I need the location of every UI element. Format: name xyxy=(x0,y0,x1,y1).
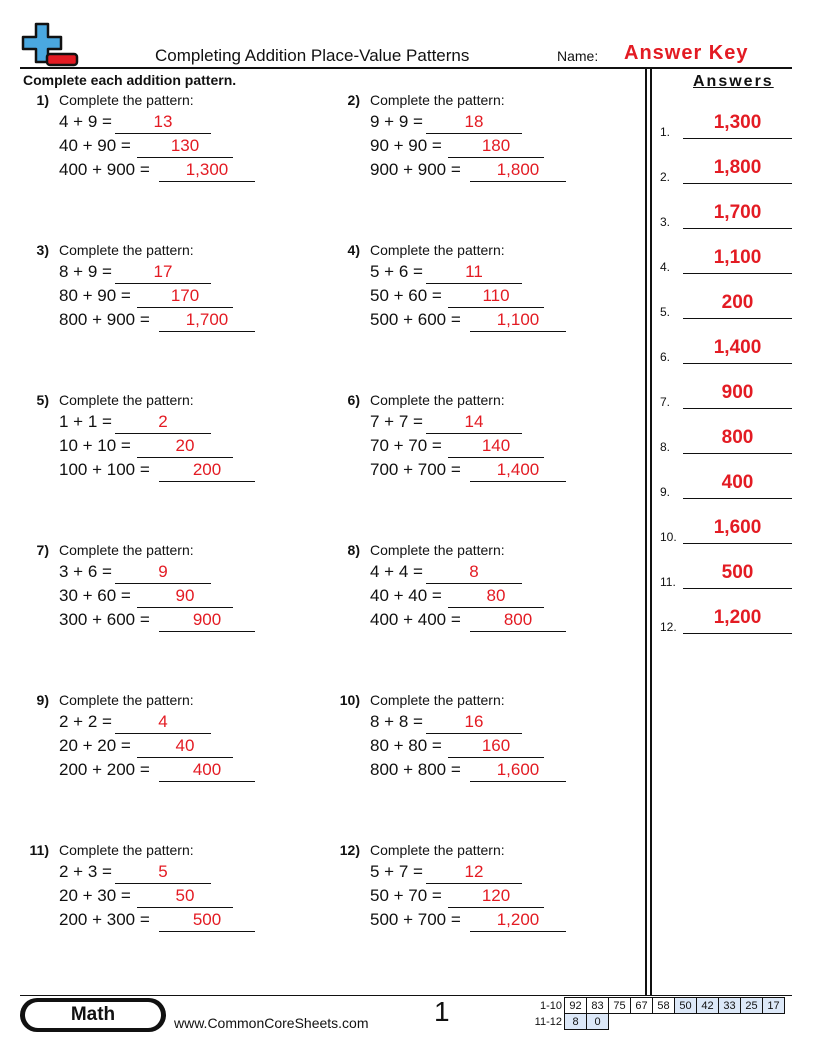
equation-row xyxy=(370,736,630,758)
score-row-label: 1-10 xyxy=(539,999,562,1012)
answer-blank[interactable] xyxy=(470,160,566,182)
answer-value: 120 xyxy=(481,886,511,905)
equation-expression: 800 + 800 = xyxy=(370,760,461,779)
answer-blank[interactable] xyxy=(426,562,522,584)
problem-12 xyxy=(334,842,634,952)
problem-2 xyxy=(334,92,634,202)
problem-instruction: Complete the pattern: xyxy=(370,542,505,558)
answer-blank[interactable] xyxy=(426,862,522,884)
score-cell: 67 xyxy=(631,998,653,1014)
answer-value: 11 xyxy=(465,262,483,281)
equation-expression: 5 + 7 = xyxy=(370,862,423,881)
answer-blank[interactable] xyxy=(470,910,566,932)
answer-value: 130 xyxy=(170,136,200,155)
answer-key-number: 9. xyxy=(660,485,671,499)
equation-row xyxy=(59,712,319,734)
answer-key-value: 1,200 xyxy=(713,607,762,628)
answer-key-value: 1,400 xyxy=(713,337,762,358)
problem-number: 10) xyxy=(339,692,360,708)
answer-key-number: 1. xyxy=(660,125,671,139)
answer-blank[interactable] xyxy=(115,862,211,884)
answer-blank[interactable] xyxy=(159,610,255,632)
answer-blank[interactable] xyxy=(470,310,566,332)
answer-value: 17 xyxy=(153,262,173,281)
score-row-label: 11-12 xyxy=(534,1015,562,1028)
equation-row xyxy=(370,910,630,932)
equation-expression: 1 + 1 = xyxy=(59,412,112,431)
problem-3 xyxy=(23,242,323,352)
problem-instruction: Complete the pattern: xyxy=(370,692,505,708)
equation-expression: 2 + 3 = xyxy=(59,862,112,881)
equation-expression: 200 + 300 = xyxy=(59,910,150,929)
answer-value: 1,100 xyxy=(496,310,540,329)
problem-instruction: Complete the pattern: xyxy=(59,692,194,708)
problem-8 xyxy=(334,542,634,652)
problem-number: 2) xyxy=(347,92,360,108)
score-cell: 25 xyxy=(741,998,763,1014)
answer-key-number: 5. xyxy=(660,305,671,319)
answer-key-blank[interactable] xyxy=(683,607,792,634)
answer-key-item xyxy=(660,113,792,139)
answer-blank[interactable] xyxy=(137,286,233,308)
answer-value: 40 xyxy=(175,736,195,755)
answer-key-blank[interactable] xyxy=(683,472,792,499)
problem-instruction: Complete the pattern: xyxy=(370,92,505,108)
answer-key-number: 4. xyxy=(660,260,671,274)
plus-minus-icon xyxy=(20,22,82,68)
answer-blank[interactable] xyxy=(159,760,255,782)
equation-row xyxy=(59,160,319,182)
problem-number: 3) xyxy=(36,242,49,258)
answer-key-blank[interactable] xyxy=(683,292,792,319)
answer-key-number: 3. xyxy=(660,215,671,229)
answer-blank[interactable] xyxy=(448,586,544,608)
equation-row xyxy=(59,412,319,434)
score-cell: 75 xyxy=(609,998,631,1014)
answer-blank[interactable] xyxy=(448,436,544,458)
subject-badge xyxy=(20,998,166,1032)
equation-row xyxy=(370,562,630,584)
answer-key-blank[interactable] xyxy=(683,427,792,454)
answer-value: 8 xyxy=(469,562,479,581)
answer-value: 180 xyxy=(481,136,511,155)
answer-key-blank[interactable] xyxy=(683,202,792,229)
answer-key-item xyxy=(660,338,792,364)
answer-blank[interactable] xyxy=(159,910,255,932)
answer-key-blank[interactable] xyxy=(683,157,792,184)
answer-value: 1,800 xyxy=(496,160,540,179)
equation-expression: 500 + 700 = xyxy=(370,910,461,929)
answer-blank[interactable] xyxy=(115,412,211,434)
answer-key-value: 800 xyxy=(721,427,754,448)
equation-row xyxy=(370,310,630,332)
answer-value: 16 xyxy=(464,712,484,731)
answer-value: 1,700 xyxy=(185,310,229,329)
problem-5 xyxy=(23,392,323,502)
answer-value: 110 xyxy=(482,286,510,305)
answer-value: 140 xyxy=(481,436,511,455)
answer-value: 50 xyxy=(175,886,195,905)
answer-key-value: 1,700 xyxy=(713,202,762,223)
answer-blank[interactable] xyxy=(159,460,255,482)
score-cell: 33 xyxy=(719,998,741,1014)
answer-key-item xyxy=(660,518,792,544)
equation-expression: 9 + 9 = xyxy=(370,112,423,131)
column-divider xyxy=(645,67,647,995)
answer-key-blank[interactable] xyxy=(683,247,792,274)
problem-number: 9) xyxy=(36,692,49,708)
equation-row xyxy=(370,712,630,734)
equation-expression: 400 + 400 = xyxy=(370,610,461,629)
answer-key-item xyxy=(660,293,792,319)
problem-number: 6) xyxy=(347,392,360,408)
score-cell: 42 xyxy=(697,998,719,1014)
answer-key-value: 400 xyxy=(721,472,754,493)
answer-key-blank[interactable] xyxy=(683,382,792,409)
equation-expression: 500 + 600 = xyxy=(370,310,461,329)
equation-row xyxy=(59,436,319,458)
subject-label: Math xyxy=(25,1002,161,1028)
answer-value: 800 xyxy=(503,610,533,629)
equation-row xyxy=(59,586,319,608)
problem-6 xyxy=(334,392,634,502)
answer-key-value: 500 xyxy=(721,562,754,583)
answer-blank[interactable] xyxy=(448,136,544,158)
answer-blank[interactable] xyxy=(137,886,233,908)
equation-row xyxy=(370,136,630,158)
problem-number: 12) xyxy=(339,842,360,858)
answer-key-item xyxy=(660,473,792,499)
instructions: Complete each addition pattern. xyxy=(23,72,237,88)
score-cell: 50 xyxy=(675,998,697,1014)
problem-instruction: Complete the pattern: xyxy=(59,842,194,858)
score-cell: 8 xyxy=(565,1014,587,1030)
answer-value: 4 xyxy=(158,712,168,731)
answer-blank[interactable] xyxy=(115,112,211,134)
answer-key-item xyxy=(660,203,792,229)
problem-instruction: Complete the pattern: xyxy=(370,842,505,858)
problem-number: 5) xyxy=(36,392,49,408)
answer-blank[interactable] xyxy=(426,712,522,734)
equation-expression: 50 + 60 = xyxy=(370,286,442,305)
answer-value: 200 xyxy=(192,460,222,479)
equation-expression: 5 + 6 = xyxy=(370,262,423,281)
equation-expression: 10 + 10 = xyxy=(59,436,131,455)
equation-row xyxy=(370,460,630,482)
equation-expression: 2 + 2 = xyxy=(59,712,112,731)
equation-expression: 900 + 900 = xyxy=(370,160,461,179)
answer-value: 2 xyxy=(158,412,168,431)
answer-blank[interactable] xyxy=(159,160,255,182)
answer-blank[interactable] xyxy=(448,736,544,758)
website-link[interactable]: www.CommonCoreSheets.com xyxy=(174,1015,369,1031)
score-table xyxy=(530,997,785,1030)
equation-row xyxy=(370,412,630,434)
answer-blank[interactable] xyxy=(137,586,233,608)
answer-blank[interactable] xyxy=(470,460,566,482)
answer-value: 13 xyxy=(153,112,173,131)
equation-expression: 80 + 80 = xyxy=(370,736,442,755)
answer-key-number: 11. xyxy=(660,575,676,589)
page-title: Completing Addition Place-Value Patterns xyxy=(155,46,470,65)
equation-row xyxy=(59,310,319,332)
equation-row xyxy=(59,910,319,932)
equation-row xyxy=(370,436,630,458)
equation-expression: 50 + 70 = xyxy=(370,886,442,905)
equation-expression: 3 + 6 = xyxy=(59,562,112,581)
problem-instruction: Complete the pattern: xyxy=(59,92,194,108)
equation-row xyxy=(370,286,630,308)
equation-expression: 400 + 900 = xyxy=(59,160,150,179)
equation-expression: 700 + 700 = xyxy=(370,460,461,479)
equation-row xyxy=(59,760,319,782)
score-row xyxy=(530,1014,785,1030)
equation-expression: 40 + 40 = xyxy=(370,586,442,605)
equation-expression: 8 + 8 = xyxy=(370,712,423,731)
equation-expression: 4 + 9 = xyxy=(59,112,112,131)
column-divider xyxy=(650,67,652,995)
equation-row xyxy=(370,862,630,884)
answer-key-value: 1,800 xyxy=(713,157,762,178)
problem-number: 8) xyxy=(347,542,360,558)
equation-row xyxy=(59,262,319,284)
equation-expression: 300 + 600 = xyxy=(59,610,150,629)
answer-value: 12 xyxy=(464,862,484,881)
answer-key-item xyxy=(660,383,792,409)
answer-blank[interactable] xyxy=(426,262,522,284)
problem-instruction: Complete the pattern: xyxy=(59,392,194,408)
equation-row xyxy=(59,736,319,758)
answer-blank[interactable] xyxy=(137,436,233,458)
answer-value: 160 xyxy=(481,736,511,755)
answer-key-blank[interactable] xyxy=(683,517,792,544)
problem-number: 4) xyxy=(347,242,360,258)
score-cell: 17 xyxy=(763,998,785,1014)
answer-key-value: 900 xyxy=(721,382,754,403)
equation-expression: 200 + 200 = xyxy=(59,760,150,779)
equation-expression: 8 + 9 = xyxy=(59,262,112,281)
problem-instruction: Complete the pattern: xyxy=(59,542,194,558)
equation-row xyxy=(370,262,630,284)
problem-number: 1) xyxy=(36,92,49,108)
equation-row xyxy=(59,610,319,632)
equation-expression: 4 + 4 = xyxy=(370,562,423,581)
equation-expression: 20 + 20 = xyxy=(59,736,131,755)
answer-key-value: 1,600 xyxy=(713,517,762,538)
answer-key-blank[interactable] xyxy=(683,337,792,364)
equation-expression: 30 + 60 = xyxy=(59,586,131,605)
answer-key-number: 2. xyxy=(660,170,671,184)
answer-value: 18 xyxy=(464,112,484,131)
equation-expression: 800 + 900 = xyxy=(59,310,150,329)
problem-1 xyxy=(23,92,323,202)
equation-row xyxy=(59,862,319,884)
answer-key-item xyxy=(660,428,792,454)
problem-10 xyxy=(334,692,634,802)
answer-key-number: 12. xyxy=(660,620,677,634)
answer-key-value: 1,300 xyxy=(713,112,762,133)
answer-key-item xyxy=(660,563,792,589)
answer-key-number: 7. xyxy=(660,395,671,409)
answer-blank[interactable] xyxy=(115,262,211,284)
answer-blank[interactable] xyxy=(115,712,211,734)
equation-row xyxy=(59,886,319,908)
answer-blank[interactable] xyxy=(159,310,255,332)
equation-expression: 40 + 90 = xyxy=(59,136,131,155)
answer-blank[interactable] xyxy=(448,886,544,908)
answer-key-item xyxy=(660,158,792,184)
problem-11 xyxy=(23,842,323,952)
score-cell: 92 xyxy=(565,998,587,1014)
equation-row xyxy=(370,160,630,182)
problem-number: 7) xyxy=(36,542,49,558)
answer-blank[interactable] xyxy=(426,412,522,434)
page-number: 1 xyxy=(434,996,450,1027)
problem-instruction: Complete the pattern: xyxy=(370,242,505,258)
answer-value: 1,400 xyxy=(496,460,540,479)
answer-value: 5 xyxy=(158,862,168,881)
answer-value: 80 xyxy=(486,586,506,605)
answer-blank[interactable] xyxy=(448,286,544,308)
answer-blank[interactable] xyxy=(470,760,566,782)
equation-expression: 7 + 7 = xyxy=(370,412,423,431)
answer-key-value: 200 xyxy=(721,292,754,313)
answer-key-blank[interactable] xyxy=(683,562,792,589)
equation-row xyxy=(370,760,630,782)
equation-expression: 80 + 90 = xyxy=(59,286,131,305)
problem-instruction: Complete the pattern: xyxy=(370,392,505,408)
header-divider xyxy=(20,67,792,69)
score-cell: 0 xyxy=(587,1014,609,1030)
score-row xyxy=(530,998,785,1014)
answer-value: 1,200 xyxy=(496,910,540,929)
answer-key-item xyxy=(660,608,792,634)
equation-row xyxy=(59,136,319,158)
answer-blank[interactable] xyxy=(137,736,233,758)
equation-row xyxy=(59,562,319,584)
equation-row xyxy=(59,460,319,482)
problem-9 xyxy=(23,692,323,802)
equation-expression: 70 + 70 = xyxy=(370,436,442,455)
equation-row xyxy=(59,286,319,308)
answer-key-number: 10. xyxy=(660,530,677,544)
equation-expression: 100 + 100 = xyxy=(59,460,150,479)
answer-value: 900 xyxy=(192,610,222,629)
answer-blank[interactable] xyxy=(470,610,566,632)
answers-title: Answers xyxy=(693,73,774,90)
problem-7 xyxy=(23,542,323,652)
answer-key-number: 8. xyxy=(660,440,671,454)
answer-value: 500 xyxy=(192,910,222,929)
score-cell: 83 xyxy=(587,998,609,1014)
answer-key-number: 6. xyxy=(660,350,671,364)
answer-value: 14 xyxy=(464,412,484,431)
answer-blank[interactable] xyxy=(137,136,233,158)
answer-value: 170 xyxy=(170,286,200,305)
answer-key-label: Answer Key xyxy=(624,42,749,64)
equation-row xyxy=(370,112,630,134)
score-cell: 58 xyxy=(653,998,675,1014)
name-label: Name: xyxy=(557,48,599,64)
footer-divider xyxy=(20,995,792,996)
answer-blank[interactable] xyxy=(115,562,211,584)
equation-expression: 90 + 90 = xyxy=(370,136,442,155)
equation-expression: 20 + 30 = xyxy=(59,886,131,905)
answer-key-blank[interactable] xyxy=(683,112,792,139)
answer-blank[interactable] xyxy=(426,112,522,134)
answer-value: 1,600 xyxy=(496,760,540,779)
answer-key-value: 1,100 xyxy=(713,247,762,268)
equation-row xyxy=(59,112,319,134)
answer-value: 9 xyxy=(158,562,168,581)
answer-value: 90 xyxy=(175,586,195,605)
answer-value: 20 xyxy=(175,436,195,455)
equation-row xyxy=(370,886,630,908)
problem-instruction: Complete the pattern: xyxy=(59,242,194,258)
problem-number: 11) xyxy=(29,842,49,858)
answer-value: 1,300 xyxy=(185,160,229,179)
answer-key-item xyxy=(660,248,792,274)
equation-row xyxy=(370,610,630,632)
answer-value: 400 xyxy=(192,760,222,779)
equation-row xyxy=(370,586,630,608)
problem-4 xyxy=(334,242,634,352)
